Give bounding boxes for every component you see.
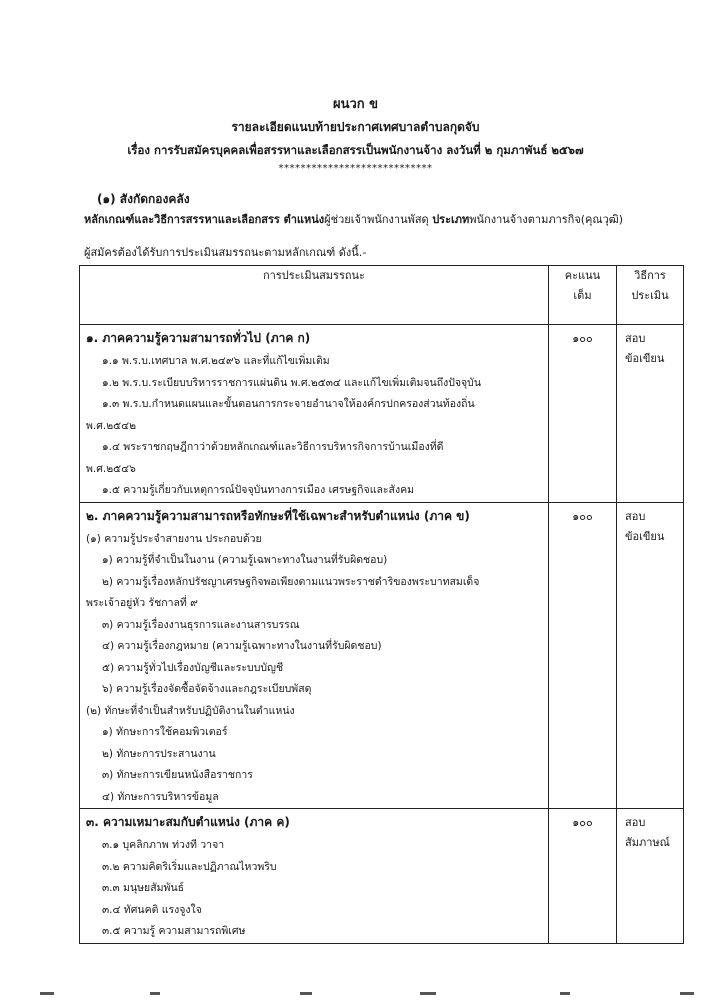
header-score (549, 266, 617, 325)
section-line: ๓.๑ บุคลิกภาพ ท่วงที วาจา (102, 839, 225, 851)
section-title: ๑. ภาคความรู้ความสามารถทั่วไป (ภาค ก) (86, 331, 311, 345)
criteria-type-value: พนักงานจ้างตามภารกิจ(คุณวุฒิ) (469, 213, 624, 226)
section-line: พ.ศ.๒๕๔๒ (86, 419, 136, 432)
section-line: ๑) ทักษะการใช้คอมพิวเตอร์ (102, 726, 228, 738)
section-method (617, 325, 684, 503)
intro-text: ผู้สมัครต้องได้รับการประเมินสมรรถนะตามหลักเกณฑ์ ดังนี้.- (84, 246, 367, 259)
section-line: (๒) ทักษะที่จำเป็นสำหรับปฏิบัติงานในตำแหน่ง (86, 704, 295, 717)
section-line: ๓.๒ ความคิดริเริ่มและปฏิภาณไหวพริบ (102, 860, 277, 873)
department-heading: (๑) สังกัดกองคลัง (97, 192, 190, 206)
section-line: ๒) ทักษะการประสานงาน (102, 747, 216, 760)
announcement-subject: เรื่อง การรับสมัครบุคคลเพื่อสรรหาและเลือกสรรเป็นพนักงานจ้าง ลงวันที่ ๒ กุมภาพันธ์ ๒๕๖๗ (127, 143, 584, 157)
criteria-position: ผู้ช่วยเจ้าพนักงานพัสดุ (324, 213, 429, 226)
table-header-row (80, 266, 684, 325)
section-content (80, 325, 549, 503)
header-score-line2: เต็ม (573, 289, 592, 302)
separator-stars: **************************** (278, 163, 433, 174)
section-content (80, 502, 549, 809)
section-line: ๒) ความรู้เรื่องหลักปรัชญาเศรษฐกิจพอเพียงตามแนวพระราชดำริของพระบาทสมเด็จ (102, 575, 480, 588)
section-line: ๑.๑ พ.ร.บ.เทศบาล พ.ศ.๒๔๙๖ และที่แก้ไขเพิ่มเติม (102, 355, 330, 367)
method-line1: สอบ (625, 816, 646, 829)
method-line1: สอบ (625, 332, 646, 345)
section-line: ๑) ความรู้ที่จำเป็นในงาน (ความรู้เฉพาะทางในงานที่รับผิดชอบ) (102, 554, 388, 566)
section-score: ๑๐๐ (549, 809, 617, 944)
section-line: ๑.๕ ความรู้เกี่ยวกับเหตุการณ์ปัจจุบันทางการเมือง เศรษฐกิจและสังคม (102, 484, 415, 496)
method-line1: สอบ (625, 509, 646, 523)
method-line2: ข้อเขียน (625, 352, 665, 365)
section-line: (๑) ความรู้ประจำสายงาน ประกอบด้วย (86, 532, 262, 545)
header-score-line1: คะแนน (564, 269, 601, 282)
section-method (617, 809, 684, 944)
criteria-line (84, 210, 704, 228)
section-line: ๓) ความรู้เรื่องงานธุรการและงานสารบรรณ (102, 618, 300, 631)
assessment-table (79, 265, 684, 944)
criteria-lead: หลักเกณฑ์และวิธีการสรรหาและเลือกสรร ตำแหน่ง (84, 213, 325, 226)
criteria-type-label: ประเภท (432, 213, 470, 226)
section-line: ๓.๕ ความรู้ ความสามารถพิเศษ (102, 925, 246, 937)
section-content (80, 809, 549, 944)
header-method-line2: ประเมิน (631, 289, 669, 302)
section-line: พ.ศ.๒๕๔๖ (86, 462, 136, 475)
section-line: ๖) ความรู้เรื่องจัดซื้อจัดจ้างและกฎระเบียบพัสดุ (102, 683, 312, 695)
header-assessment: การประเมินสมรรถนะ (80, 266, 549, 325)
method-line2: สัมภาษณ์ (625, 836, 670, 849)
section-score: ๑๐๐ (549, 325, 617, 503)
method-line2: ข้อเขียน (625, 529, 665, 543)
appendix-title: ผนวก ข (332, 97, 379, 112)
section-line: ๓) ทักษะการเขียนหนังสือราชการ (102, 769, 253, 781)
section-title: ๓. ความเหมาะสมกับตำแหน่ง (ภาค ค) (86, 815, 290, 829)
section-line: ๑.๔ พระราชกฤษฎีกาว่าด้วยหลักเกณฑ์และวิธีการบริหารกิจการบ้านเมืองที่ดี (102, 441, 444, 453)
section-method (617, 502, 684, 809)
table-row (80, 325, 684, 503)
announcement-subtitle: รายละเอียดแนบท้ายประกาศเทศบาลตำบลกุดจับ (231, 120, 480, 134)
table-row (80, 809, 684, 944)
table-row (80, 502, 684, 809)
scan-edge-marks (0, 990, 711, 1000)
section-line: ๓.๓ มนุษยสัมพันธ์ (102, 882, 185, 894)
section-line: ๓.๔ ทัศนคติ แรงจูงใจ (102, 903, 202, 916)
section-line: ๔) ทักษะการบริหารข้อมูล (102, 790, 219, 803)
header-method-line1: วิธีการ (634, 269, 666, 282)
header-method (617, 266, 684, 325)
section-title: ๒. ภาคความรู้ความสามารถหรือทักษะที่ใช้เฉพาะสำหรับตำแหน่ง (ภาค ข) (86, 508, 470, 523)
section-line: ๔) ความรู้เรื่องกฎหมาย (ความรู้เฉพาะทางในงานที่รับผิดชอบ) (102, 640, 382, 652)
section-score: ๑๐๐ (549, 502, 617, 809)
section-line: ๕) ความรู้ทั่วไปเรื่องบัญชีและระบบบัญชี (102, 661, 284, 674)
section-line: ๑.๒ พ.ร.บ.ระเบียบบริหารราชการแผ่นดิน พ.ศ.๒๕๓๔ และแก้ไขเพิ่มเติมจนถึงปัจจุบัน (102, 376, 482, 389)
section-line: ๑.๓ พ.ร.บ.กำหนดแผนและขั้นตอนการกระจายอำนาจให้องค์กรปกครองส่วนท้องถิ่น (102, 398, 475, 410)
section-line: พระเจ้าอยู่หัว รัชกาลที่ ๙ (86, 597, 198, 609)
